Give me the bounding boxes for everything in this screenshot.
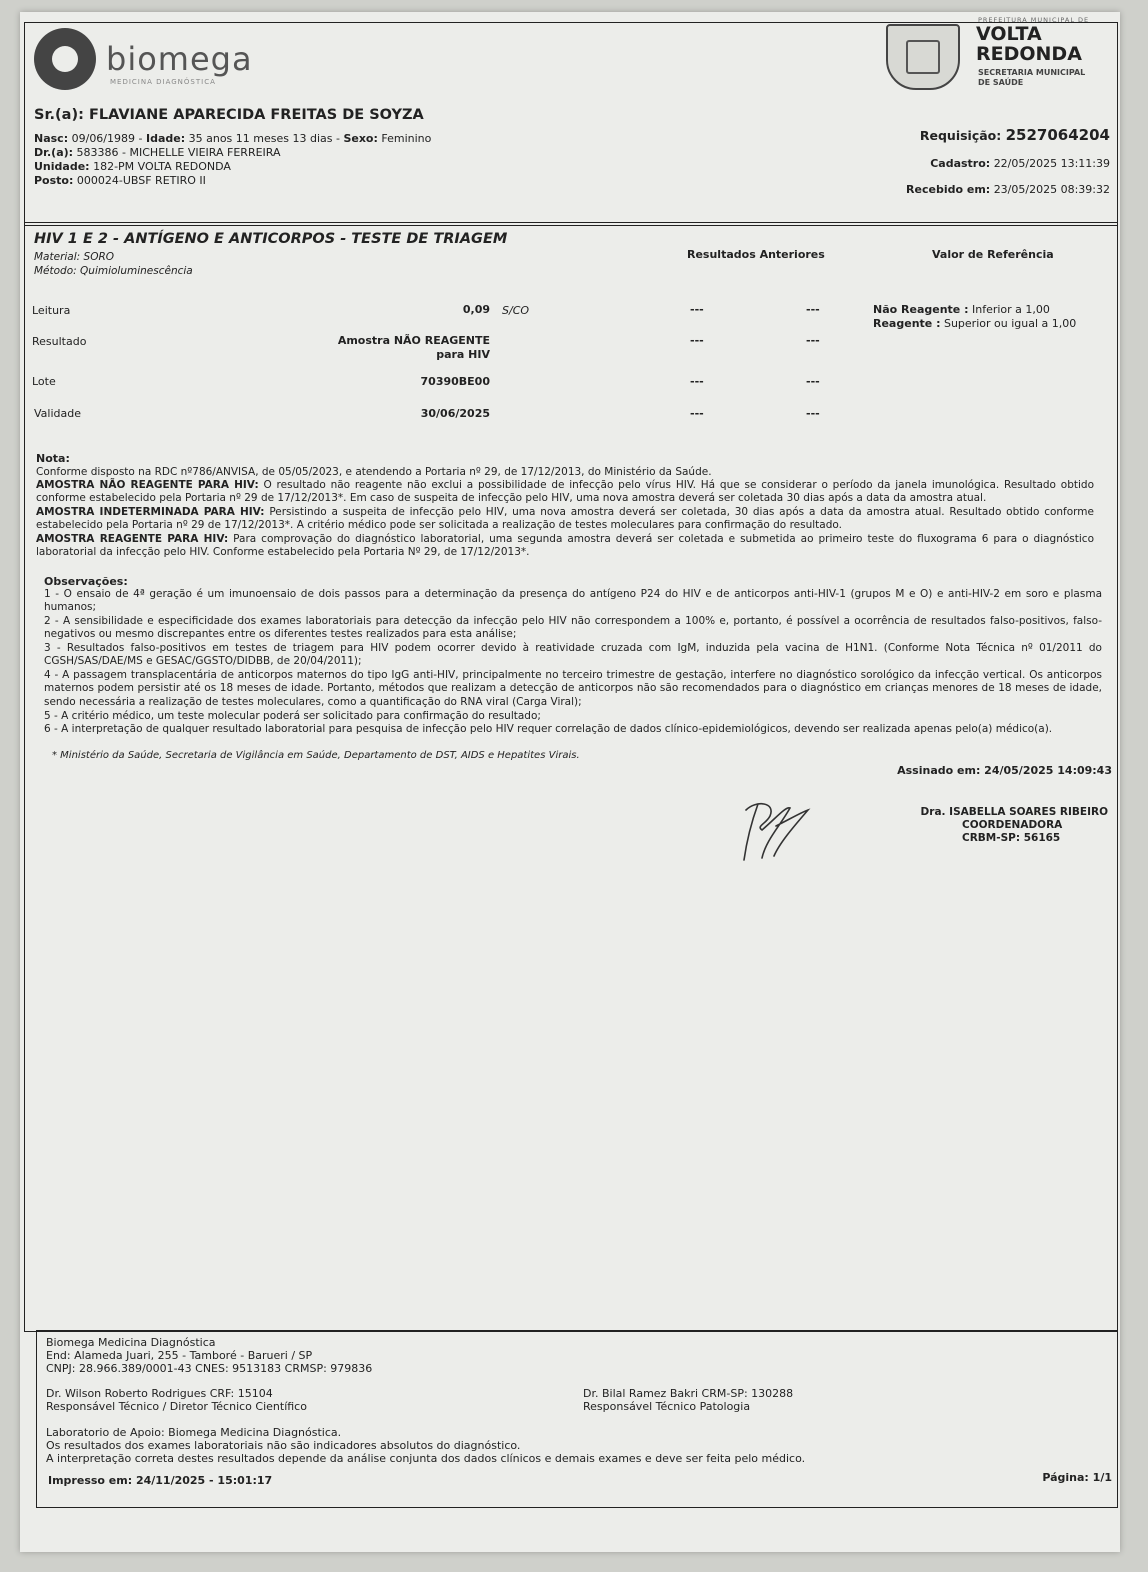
nasc-value: 09/06/1989: [71, 132, 136, 145]
patient-name-line: [34, 107, 424, 123]
footer-disclaimer-1: Os resultados dos exames laboratoriais não são indicadores absolutos do diagnóstico.: [46, 1439, 521, 1452]
prev-dash: ---: [690, 375, 704, 388]
doctor-label: Dr.(a):: [34, 146, 74, 159]
row-resultado-label: Resultado: [32, 335, 87, 348]
row-leitura-unit: S/CO: [502, 304, 530, 317]
obs-title: Observações:: [44, 575, 128, 588]
cadastro-label: Cadastro:: [930, 157, 991, 170]
row-leitura-value: 0,09: [462, 303, 490, 316]
ref-nao-reagente: [873, 303, 1050, 316]
prev-dash: ---: [690, 303, 704, 316]
footer-support: Laboratorio de Apoio: Biomega Medicina Diagnóstica.: [46, 1426, 342, 1439]
footer-resp2-role: Responsável Técnico Patologia: [583, 1400, 751, 1413]
nota-p4-label: AMOSTRA REAGENTE PARA HIV:: [36, 533, 229, 545]
report-page: [20, 12, 1120, 1552]
footer-address: End: Alameda Juari, 255 - Tamboré - Barueri / SP: [46, 1349, 313, 1362]
ref-reagente: [873, 317, 1076, 330]
nota-p3-label: AMOSTRA INDETERMINADA PARA HIV:: [36, 506, 265, 518]
idade-value: 35 anos 11 meses 13 dias: [188, 132, 333, 145]
prev-dash: ---: [806, 375, 820, 388]
ref-nao-reagente-value: Inferior a 1,00: [971, 303, 1050, 316]
secretaria-1: SECRETARIA MUNICIPAL: [978, 68, 1086, 77]
footer-resp2-name: Dr. Bilal Ramez Bakri CRM-SP: 130288: [583, 1387, 794, 1400]
exam-title: HIV 1 E 2 - ANTÍGENO E ANTICORPOS - TESTE DE TRIAGEM: [34, 231, 508, 247]
signer-crbm: CRBM-SP: 56165: [962, 832, 1061, 844]
obs-item-5: 5 - A critério médico, um teste molecular poderá ser solicitado para confirmação do resultado;: [44, 710, 541, 722]
nota-p4-text: Para comprovação do diagnóstico laboratorial, uma segunda amostra deverá ser coletada e submetida ao primeiro teste do fluxograma 6 para o diagnóstico laboratorial da infecção pelo HIV. Conforme estabelecido pela Portaria Nº 29, de 17/12/2013*.: [36, 533, 1095, 559]
requisicao-label: Requisição:: [919, 128, 1002, 143]
city-crest-icon: [886, 24, 960, 90]
nota-p1: Conforme disposto na RDC nº786/ANVISA, de 05/05/2023, e atendendo a Portaria nº 29, de 17/12/2013, do Ministério da Saúde.: [36, 466, 712, 478]
col-reference: Valor de Referência: [932, 248, 1054, 261]
exam-material: Material: SORO: [34, 251, 115, 263]
signer-name: Dra. ISABELLA SOARES RIBEIRO: [920, 806, 1108, 818]
obs-item-4: 4 - A passagem transplacentária de anticorpos maternos do tipo IgG anti-HIV, principalmente no terceiro trimestre de gestação, interfere no diagnóstico sorológico da infecção vertical. Os anticorpos maternos podem persistir até os 18 meses de idade. Portanto, métodos que realizam a detecção de anticorpos não são recomendados para o diagnóstico em crianças menores de 18 meses de idade, sendo necessária a realização de testes moleculares, como a quantificação do RNA viral (Carga Viral);: [44, 669, 1102, 708]
row-lote-label: Lote: [32, 375, 56, 388]
recebido-value: 23/05/2025 08:39:32: [993, 183, 1110, 196]
doctor-line: [34, 146, 281, 159]
row-validade-label: Validade: [34, 407, 81, 420]
signed-at: Assinado em: 24/05/2025 14:09:43: [897, 764, 1112, 777]
footer-cnpj: CNPJ: 28.966.389/0001-43 CNES: 9513183 CRMSP: 979836: [46, 1362, 373, 1375]
obs-item-1: 1 - O ensaio de 4ª geração é um imunoensaio de dois passos para a determinação da presença do antígeno P24 do HIV e de anticorpos anti-HIV-1 (grupos M e O) e anti-HIV-2 em soro e plasma humanos;: [44, 588, 1102, 614]
ref-reagente-label: Reagente :: [873, 317, 941, 330]
row-validade-value: 30/06/2025: [420, 407, 490, 420]
obs-footnote: * Ministério da Saúde, Secretaria de Vigilância em Saúde, Departamento de DST, AIDS e Hepatites Virais.: [52, 750, 580, 761]
recebido-line: [906, 183, 1110, 196]
posto-label: Posto:: [34, 174, 74, 187]
nota-p2: [36, 479, 1094, 506]
doctor-value: 583386 - MICHELLE VIEIRA FERREIRA: [76, 146, 281, 159]
sexo-value: Feminino: [381, 132, 432, 145]
footer-resp1-name: Dr. Wilson Roberto Rodrigues CRF: 15104: [46, 1387, 273, 1400]
col-previous-results: Resultados Anteriores: [687, 248, 825, 261]
requisicao-line: [920, 126, 1110, 144]
nota-p4: [36, 533, 1094, 560]
obs-item-6: 6 - A interpretação de qualquer resultado laboratorial para pesquisa de infecção pelo HIV requer correlação de dados clínico-epidemiológicos, devendo ser realizada apenas pelo(a) médico(a).: [44, 723, 1053, 735]
footer-page: Página: 1/1: [1042, 1471, 1112, 1484]
signature-icon: [736, 796, 816, 866]
requisicao-value: 2527064204: [1005, 126, 1110, 144]
row-resultado-value2: para HIV: [436, 348, 490, 361]
prev-dash: ---: [806, 407, 820, 420]
sexo-label: Sexo:: [343, 132, 378, 145]
prefeitura-label: PREFEITURA MUNICIPAL DE: [978, 16, 1090, 24]
nasc-label: Nasc:: [34, 132, 69, 145]
ref-nao-reagente-label: Não Reagente :: [873, 303, 969, 316]
unit-value: 182-PM VOLTA REDONDA: [93, 160, 231, 173]
city-name-2: REDONDA: [976, 43, 1082, 65]
city-name-1: VOLTA: [976, 23, 1042, 45]
posto-line: [34, 174, 206, 187]
footer-company: Biomega Medicina Diagnóstica: [46, 1336, 216, 1349]
nota-p3: [36, 506, 1094, 533]
prev-dash: ---: [806, 334, 820, 347]
prev-dash: ---: [690, 334, 704, 347]
lab-logo-sub: MEDICINA DIAGNÓSTICA: [110, 78, 216, 86]
prev-dash: ---: [806, 303, 820, 316]
unit-label: Unidade:: [34, 160, 90, 173]
patient-name-label: Sr.(a):: [34, 107, 84, 123]
signer-role: COORDENADORA: [962, 819, 1063, 831]
nota-p3-text: Persistindo a suspeita de infecção pelo HIV, uma nova amostra deverá ser coletada, 30 dias após a data da amostra atual. Resultado obtido conforme estabelecido pela Portaria nº 29 de 17/12/2013*. A critério médico pode ser solicitada a realização de testes moleculares para confirmação do resultado.: [36, 506, 1094, 532]
posto-value: 000024-UBSF RETIRO II: [76, 174, 206, 187]
cadastro-line: [930, 157, 1110, 170]
obs-item-2: 2 - A sensibilidade e especificidade dos exames laboratoriais para detecção da infecção pelo HIV não correspondem a 100% e, portanto, é possível a ocorrência de resultados falso-positivos, falso-negativos ou mesmo discrepantes entre os diferentes testes realizados para esta análise;: [44, 615, 1102, 641]
secretaria-2: DE SAÚDE: [978, 78, 1024, 87]
footer-disclaimer-2: A interpretação correta destes resultados depende da análise conjunta dos dados clínicos e demais exames e deve ser feita pelo médico.: [46, 1452, 806, 1465]
patient-birth-line: Nasc: 09/06/1989 - Idade: 35 anos 11 meses 13 dias - Sexo: Feminino: [34, 132, 432, 145]
idade-label: Idade:: [145, 132, 186, 145]
exam-box: [24, 222, 1118, 1332]
patient-name: FLAVIANE APARECIDA FREITAS DE SOYZA: [88, 107, 424, 123]
row-leitura-label: Leitura: [32, 304, 71, 317]
obs-item-3: 3 - Resultados falso-positivos em testes de triagem para HIV podem ocorrer devido à reatividade cruzada com IgM, induzida pela vacina de H1N1. (Conforme Nota Técnica nº 01/2011 do CGSH/SAS/DAE/MS e GESAC/GGSTO/DIDBB, de 20/04/2011);: [44, 642, 1102, 668]
row-resultado-value: Amostra NÃO REAGENTE: [337, 334, 490, 347]
unit-line: [34, 160, 231, 173]
row-lote-value: 70390BE00: [420, 375, 490, 388]
nota-title: Nota:: [36, 452, 70, 465]
ref-reagente-value: Superior ou igual a 1,00: [943, 317, 1077, 330]
lab-logo-text: biomega: [106, 40, 253, 78]
nota-p2-label: AMOSTRA NÃO REAGENTE PARA HIV:: [36, 479, 259, 491]
recebido-label: Recebido em:: [906, 183, 991, 196]
biomega-logo-icon: [34, 28, 96, 90]
cadastro-value: 22/05/2025 13:11:39: [993, 157, 1110, 170]
exam-method: Método: Quimioluminescência: [34, 265, 193, 277]
nota-p2-text: O resultado não reagente não exclui a possibilidade de infecção pelo vírus HIV. Há que se considerar o período da janela imunológica. Resultado obtido conforme estabelecido pela Portaria nº 29 de 17/12/2013*. Em caso de suspeita de infecção pelo HIV, uma nova amostra deverá ser coletada 30 dias após a data da amostra atual.: [36, 479, 1094, 505]
prev-dash: ---: [690, 407, 704, 420]
footer-resp1-role: Responsável Técnico / Diretor Técnico Científico: [46, 1400, 307, 1413]
footer-printed: Impresso em: 24/11/2025 - 15:01:17: [48, 1474, 273, 1487]
